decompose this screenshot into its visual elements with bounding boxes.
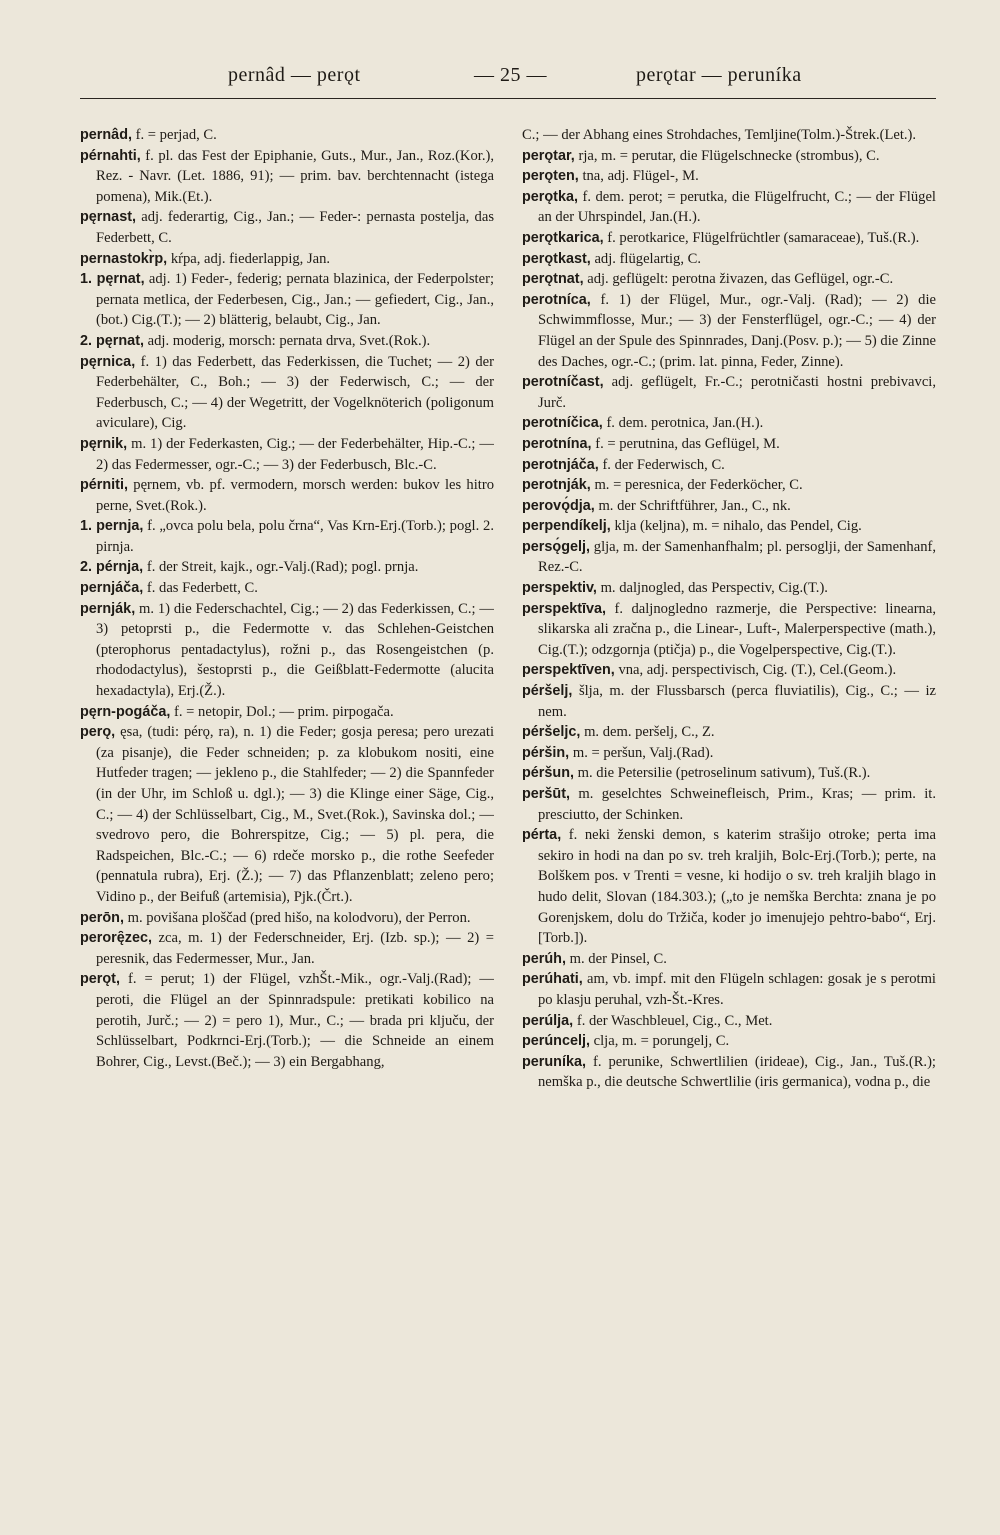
headword: perúh, bbox=[522, 950, 566, 967]
dictionary-entry bbox=[80, 146, 494, 208]
headword: perovǫ́dja, bbox=[522, 497, 595, 514]
entry-definition: m. 1) die Federschachtel, Cig.; — 2) das Federkissen, C.; — 3) petoprsti p., die Federmotte v. das Schlehen-Geistchen (pterophorus pentadactylus), rožni p., das Rosengeistchen (p. rhododactylus), šestoprsti p., die Geißblatt-Federmotte (alucita hexadactyla), Erj.(Ž.). bbox=[96, 600, 494, 700]
headword: 2. pérnja, bbox=[80, 559, 144, 576]
headword: pernjáča, bbox=[80, 580, 144, 597]
dictionary-entry bbox=[522, 578, 936, 599]
entry-definition: f. „ovca polu bela, polu črna“, Vas Krn-Erj.(Torb.); pogl. 2. pirnja. bbox=[96, 518, 494, 555]
entry-definition: f. perunike, Schwertlilien (irideae), Cig., Jan., Tuš.(R.); nemška p., die deutsche Schwertlilie (iris germanica), vodna p., die bbox=[538, 1053, 936, 1091]
dictionary-entry bbox=[522, 475, 936, 496]
dictionary-entry bbox=[522, 413, 936, 434]
dictionary-entry bbox=[522, 743, 936, 764]
dictionary-entry bbox=[80, 557, 494, 578]
headword: perōn, bbox=[80, 909, 124, 926]
headword: perúlja, bbox=[522, 1012, 574, 1029]
headword: perúhati, bbox=[522, 971, 583, 988]
entry-definition: adj. geflügelt: perotna živazen, das Geflügel, ogr.-C. bbox=[587, 271, 894, 288]
header-left-guidewords: pernâd — perǫt bbox=[228, 64, 361, 86]
entry-definition: vna, adj. perspectivisch, Cig. (T.), Cel.(Geom.). bbox=[618, 662, 897, 679]
left-column bbox=[80, 125, 494, 1093]
entry-definition: f. 1) der Flügel, Mur., ogr.-Valj. (Rad); — 2) die Schwimmflosse, Mur.; — 3) der Fensterflügel, ogr.-C.; — 4) der Flügel an der Spule des Spinnrades, Danj.(Posv. p.); — 5) die Zinne des Daches, ogr.-C.; (prim. lat. pinna, Feder, Zinne). bbox=[538, 291, 936, 370]
headword: péršelj, bbox=[522, 683, 573, 700]
entry-definition: f. = netopir, Dol.; — prim. pirpogača. bbox=[174, 703, 394, 720]
headword: perpendíkelj, bbox=[522, 518, 611, 535]
entry-definition: clja, m. = porungelj, C. bbox=[593, 1033, 730, 1050]
entry-definition: m. die Petersilie (petroselinum sativum), Tuš.(R.). bbox=[577, 765, 871, 782]
entry-definition: adj. flügelartig, C. bbox=[594, 250, 702, 267]
entry-definition: f. daljnogledno razmerje, die Perspective: linearna, slikarska ali zračna p., die Linear-, Luft-, Malerperspective (math.), Cig.(T.); odzgornja (ptičja) p., die Vogelperspective, Cig.(T.). bbox=[538, 600, 936, 658]
dictionary-entry bbox=[522, 1052, 936, 1093]
headword: peruníka, bbox=[522, 1053, 586, 1070]
dictionary-entry bbox=[80, 352, 494, 434]
dictionary-entry bbox=[80, 249, 494, 270]
entry-definition: adj. 1) Feder-, federig; pernata blazinica, der Federpolster; pernata metlica, der Federbesen, Cig., Jan.; — gefiedert, Cig., Jan., (bot.) Cig.(T.); — 2) blätterig, belaubt, Cig., Jan. bbox=[96, 271, 494, 329]
dictionary-entry bbox=[80, 722, 494, 907]
dictionary-entry bbox=[522, 537, 936, 578]
entry-definition: ęsa, (tudi: pérǫ, ra), n. 1) die Feder; gosja peresa; pero urezati (za pisanje), die Feder schneiden; p. za klobukom nositi, eine Hutfeder tragen; — jekleno p., die Stahlfeder; — 2) die Spannfeder (in der Uhr, im Schloß u. dgl.); — 3) die Klinge einer Säge, Cig., C.; — 4) der Schlüsselbart, Cig., M., Svet.(Rok.), Savinska dol.; — svedrovo pero, die Bohrerspitze, Cig.; — 5) pl. pera, die Radspeichen, Blc.-C.; — 6) rdeče morsko p., die rothe Seefeder (pennatula rubra), Erj. (Ž.); — 7) das Pflanzenblatt; zeleno pero; Vidino p., der Beifuß (artemisia), Pjk.(Črt.). bbox=[96, 724, 494, 905]
entry-definition: f. perotkarice, Flügelfrüchtler (samaraceae), Tuš.(R.). bbox=[607, 229, 920, 246]
entry-definition: f. der Federwisch, C. bbox=[602, 456, 725, 473]
dictionary-entry bbox=[522, 1031, 936, 1052]
headword: perǫ, bbox=[80, 724, 116, 741]
entry-definition: adj. federartig, Cig., Jan.; — Feder-: pernasta postelja, das Federbett, C. bbox=[96, 209, 494, 246]
entry-definition: klja (keljna), m. = nihalo, das Pendel, Cig. bbox=[614, 518, 862, 535]
dictionary-entry bbox=[80, 331, 494, 352]
headword: péršeljc, bbox=[522, 724, 581, 741]
dictionary-entry bbox=[522, 434, 936, 455]
entry-definition: f. = perut; 1) der Flügel, vzhŠt.-Mik., ogr.-Valj.(Rad); — peroti, die Flügel an der Spinnradspule: pretikati kobilico na perotih, Jurč.; — 2) = pero 1), Mur., C.; — brada pri ključu, der Schlüsselbart, Podkrnci-Erj.(Torb.); — die Schneide an einem Bohrer, Cig., Levst.(Beč.); — 3) ein Bergabhang, bbox=[96, 971, 494, 1070]
dictionary-entry bbox=[80, 207, 494, 248]
entry-definition: šlja, m. der Flussbarsch (perca fluviatilis), Cig., C.; — iz nem. bbox=[538, 683, 936, 720]
entry-definition: f. das Federbett, C. bbox=[146, 580, 258, 597]
dictionary-entry bbox=[522, 496, 936, 517]
entry-definition: rja, m. = perutar, die Flügelschnecke (strombus), C. bbox=[578, 147, 880, 164]
dictionary-entry bbox=[80, 269, 494, 331]
dictionary-entry bbox=[80, 969, 494, 1072]
headword: pęrnast, bbox=[80, 209, 136, 226]
dictionary-entry bbox=[522, 722, 936, 743]
entry-definition: adj. moderig, morsch: pernata drva, Svet.(Rok.). bbox=[147, 332, 431, 349]
entry-definition: glja, m. der Samenhanfhalm; pl. persoglji, der Samenhanf, Rez.-C. bbox=[538, 538, 936, 576]
dictionary-entry bbox=[522, 228, 936, 249]
entry-definition: f. der Waschbleuel, Cig., C., Met. bbox=[576, 1012, 773, 1029]
dictionary-entry bbox=[522, 187, 936, 228]
dictionary-entry bbox=[522, 825, 936, 949]
running-header bbox=[80, 58, 936, 98]
entry-definition: C.; — der Abhang eines Strohdaches, Temljine(Tolm.)-Štrek.(Let.). bbox=[522, 127, 917, 143]
entry-definition: f. neki ženski demon, s katerim strašijo otroke; perta ima sekiro in hodi na dan po sv. treh kraljih, Bolc-Erj.(Torb.); perte, na Bolškem pos. v Trenti = vesne, ki hodijo o sv. treh kraljih blago in hudo delit, Slovan (184.303.); („to je nemška Berchta: znana je po Gorenjskem, dolu do Tržiča, koder jo imenujejo pehtro-babo“, Erj.[Torb.]). bbox=[538, 827, 936, 947]
dictionary-entry bbox=[80, 516, 494, 557]
headword: 1. pęrnat, bbox=[80, 271, 145, 288]
entry-definition: m. daljnogled, das Perspectiv, Cig.(T.). bbox=[600, 580, 828, 597]
dictionary-entry bbox=[80, 928, 494, 969]
headword: perúncelj, bbox=[522, 1033, 590, 1050]
dictionary-entry bbox=[522, 166, 936, 187]
headword: perǫtka, bbox=[522, 188, 578, 205]
headword: 1. pernja, bbox=[80, 518, 144, 535]
dictionary-entry bbox=[522, 455, 936, 476]
headword: 2. pęrnat, bbox=[80, 332, 144, 349]
entry-definition: f. pl. das Fest der Epiphanie, Guts., Mur., Jan., Roz.(Kor.), Rez. - Navr. (Let. 1886, 91); — prim. bav. berchtennacht (istega pomena), Mik.(Et.). bbox=[96, 147, 494, 205]
headword: perspektīva, bbox=[522, 600, 606, 617]
dictionary-entry bbox=[522, 599, 936, 661]
headword: pernják, bbox=[80, 600, 136, 617]
dictionary-entry bbox=[80, 475, 494, 516]
entry-definition: f. = perjad, C. bbox=[135, 127, 217, 143]
entry-definition: m. 1) der Federkasten, Cig.; — der Federbehälter, Hip.-C.; — 2) das Federmesser, ogr.-C.; — 3) der Federbusch, Blc.-C. bbox=[96, 435, 494, 473]
dictionary-entry bbox=[522, 290, 936, 372]
headword: perotníčast, bbox=[522, 374, 604, 391]
header-right-guidewords: perǫtar — peruníka bbox=[636, 64, 802, 86]
entry-definition: m. der Schriftführer, Jan., C., nk. bbox=[598, 497, 791, 514]
headword: perotníca, bbox=[522, 291, 591, 308]
entry-definition: f. der Streit, kajk., ogr.-Valj.(Rad); pogl. prnja. bbox=[146, 559, 419, 576]
entry-definition: m. = peršun, Valj.(Rad). bbox=[572, 744, 714, 761]
headword: pernâd, bbox=[80, 127, 132, 143]
headword: perǫtkarica, bbox=[522, 229, 604, 246]
headword: pernastokr̀p, bbox=[80, 250, 168, 267]
headword: peršūt, bbox=[522, 786, 570, 802]
dictionary-entry bbox=[80, 599, 494, 702]
headword: perǫt, bbox=[80, 971, 120, 988]
headword: perǫtnat, bbox=[522, 271, 584, 288]
entry-definition: adj. geflügelt, Fr.-C.; perotničasti hostni prebivavci, Jurč. bbox=[538, 374, 936, 411]
dictionary-entry bbox=[522, 249, 936, 270]
headword: perspektiv, bbox=[522, 580, 597, 597]
headword: péršin, bbox=[522, 744, 570, 761]
entry-definition: m. geselchtes Schweinefleisch, Prim., Kras; — prim. it. presciutto, der Schinken. bbox=[538, 786, 936, 823]
dictionary-entry bbox=[522, 516, 936, 537]
entry-definition: tna, adj. Flügel-, M. bbox=[582, 168, 699, 185]
headword: pérta, bbox=[522, 827, 562, 844]
entry-definition: f. dem. perot; = perutka, die Flügelfrucht, C.; — der Flügel an der Uhrspindel, Jan.(H.). bbox=[538, 188, 936, 226]
page-number: — 25 — bbox=[474, 64, 547, 86]
headword: perspektīven, bbox=[522, 662, 615, 679]
headword: persǫ́gelj, bbox=[522, 538, 590, 555]
entry-definition: f. 1) das Federbett, das Federkissen, die Tuchet; — 2) der Federbehälter, C., Boh.; — 3) der Federwisch, C.; — der Federbusch, C.; — 4) der Wegetritt, der Vogelknöterich (poligonum aviculare), Cig. bbox=[96, 353, 494, 432]
headword: pęrnik, bbox=[80, 435, 128, 452]
dictionary-entry bbox=[80, 125, 494, 146]
dictionary-entry bbox=[80, 702, 494, 723]
headword: perotníčica, bbox=[522, 415, 603, 432]
header-rule bbox=[80, 98, 936, 99]
headword: pęrnica, bbox=[80, 353, 136, 370]
dictionary-entry bbox=[80, 908, 494, 929]
dictionary-entry bbox=[522, 763, 936, 784]
entry-definition: f. = perutnina, das Geflügel, M. bbox=[595, 435, 780, 452]
entry-definition: am, vb. impf. mit den Flügeln schlagen: gosak je s perotmi po klasju peruhal, vzh-Št.-Kres. bbox=[538, 971, 936, 1008]
dictionary-entry bbox=[522, 969, 936, 1010]
columns bbox=[80, 125, 936, 1093]
dictionary-entry bbox=[522, 1011, 936, 1032]
dictionary-entry bbox=[522, 681, 936, 722]
headword: perorę̑zec, bbox=[80, 930, 152, 947]
right-column bbox=[522, 125, 936, 1093]
dictionary-entry bbox=[522, 372, 936, 413]
entry-definition: zca, m. 1) der Federschneider, Erj. (Izb. sp.); — 2) = peresnik, das Federmesser, Mur., Jan. bbox=[96, 930, 494, 967]
headword: pérnahti, bbox=[80, 147, 141, 164]
entry-definition: kŕpa, adj. fiederlappig, Jan. bbox=[170, 250, 331, 267]
headword: perǫtar, bbox=[522, 147, 575, 164]
headword: pęrn-pogáča, bbox=[80, 703, 171, 720]
entry-definition: m. povišana ploščad (pred hišo, na kolodvoru), der Perron. bbox=[127, 909, 471, 926]
headword: perotnják, bbox=[522, 477, 591, 494]
dictionary-entry bbox=[522, 146, 936, 167]
headword: pérniti, bbox=[80, 477, 128, 494]
dictionary-entry bbox=[80, 434, 494, 475]
headword: péršun, bbox=[522, 765, 574, 782]
headword: perǫtkast, bbox=[522, 250, 591, 267]
entry-definition: m. = peresnica, der Federköcher, C. bbox=[594, 477, 803, 494]
headword: perǫten, bbox=[522, 168, 579, 185]
entry-definition: m. dem. peršelj, C., Z. bbox=[584, 724, 715, 741]
dictionary-entry bbox=[522, 949, 936, 970]
dictionary-entry bbox=[522, 660, 936, 681]
entry-definition: m. der Pinsel, C. bbox=[569, 950, 667, 967]
headword: perotnjáča, bbox=[522, 456, 599, 473]
dictionary-entry bbox=[522, 125, 936, 146]
dictionary-entry bbox=[522, 784, 936, 825]
dictionary-entry bbox=[522, 269, 936, 290]
entry-definition: f. dem. perotnica, Jan.(H.). bbox=[606, 415, 764, 432]
entry-definition: pęrnem, vb. pf. vermodern, morsch werden: bukov les hitro perne, Svet.(Rok.). bbox=[96, 477, 494, 514]
headword: perotnína, bbox=[522, 435, 592, 452]
dictionary-entry bbox=[80, 578, 494, 599]
